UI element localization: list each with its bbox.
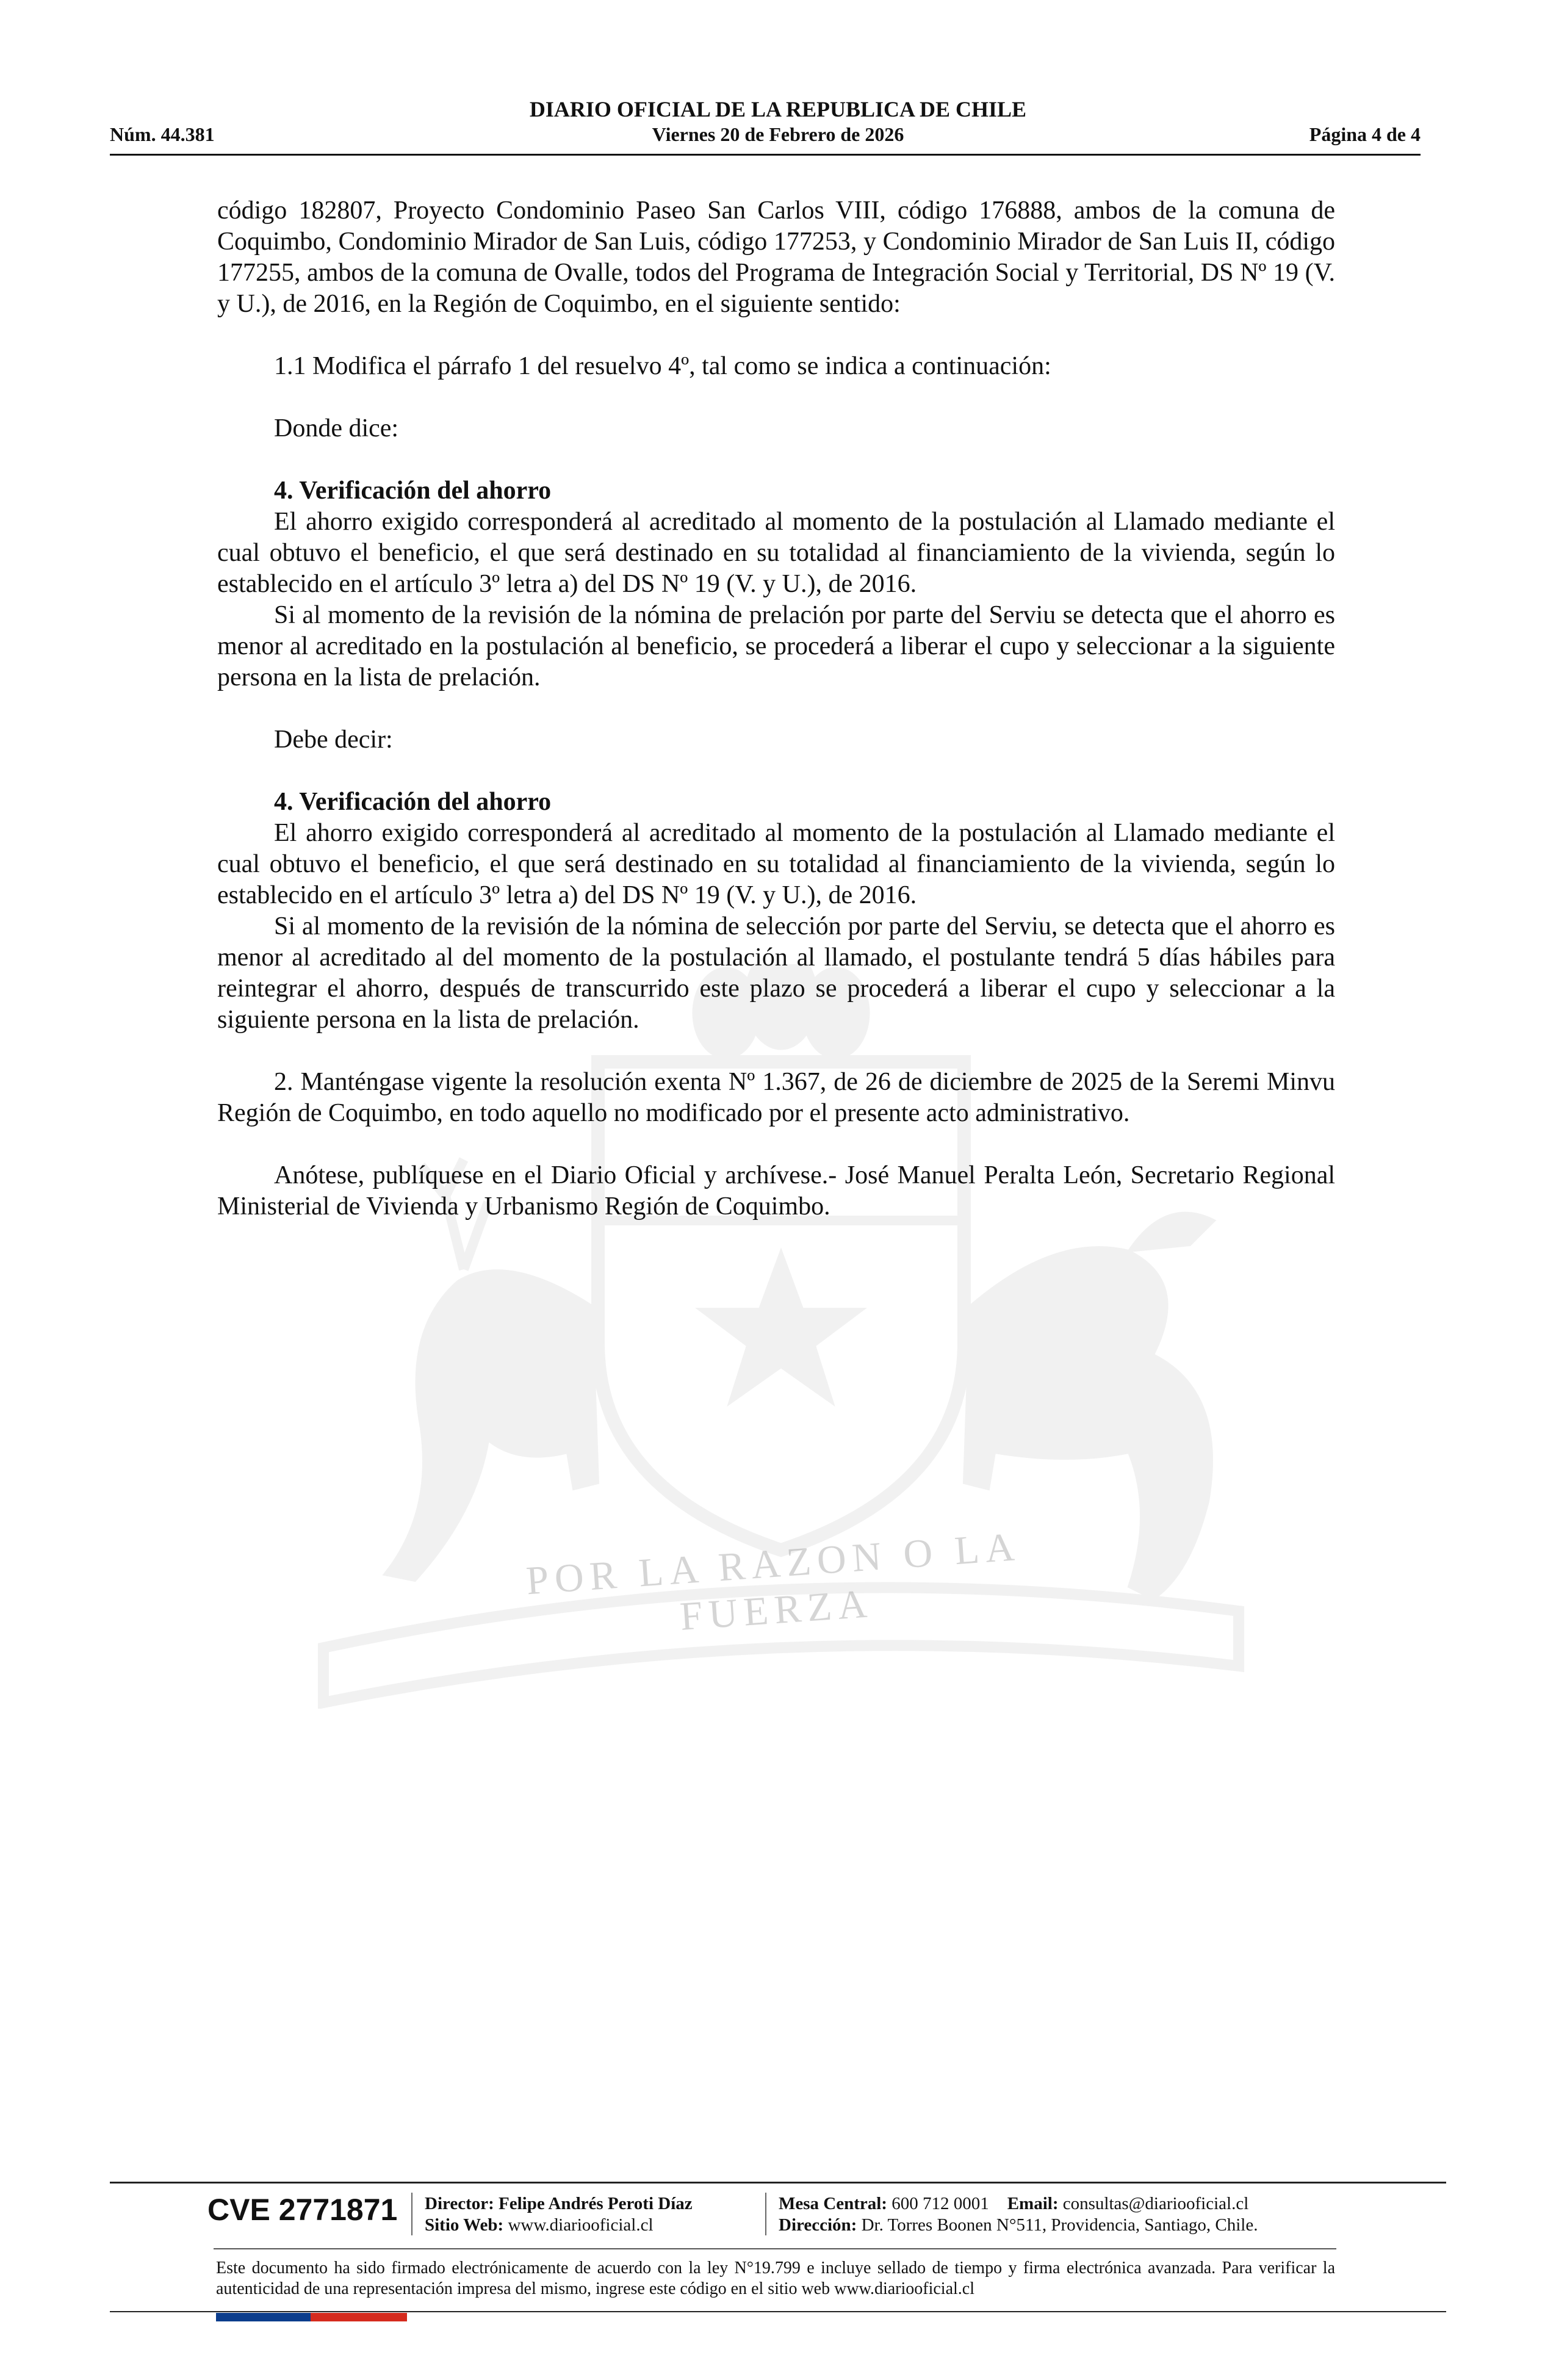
closing-paragraph: Anótese, publíquese en el Diario Oficial y archívese.- José Manuel Peralta León, Secretario Regional Ministerial de Vivienda y Urbanismo Región de Coquimbo. <box>217 1161 1335 1221</box>
phone-label: Mesa Central: <box>779 2194 887 2213</box>
email-address[interactable]: consultas@diariooficial.cl <box>1062 2194 1249 2213</box>
footer-divider-top <box>110 2182 1446 2183</box>
phone-number: 600 712 0001 <box>891 2194 989 2213</box>
cve-code: CVE 2771871 <box>207 2193 398 2227</box>
donde-dice-label: Donde dice: <box>274 414 399 442</box>
flag-stripe-blue <box>216 2313 311 2321</box>
director-label: Director: <box>425 2194 494 2213</box>
old-paragraph-2: Si al momento de la revisión de la nómina de prelación por parte del Serviu se detecta que el ahorro es menor al acreditado en la postulación al beneficio, se procederá a liberar el cupo y seleccionar a la siguiente persona en la lista de prelación. <box>217 601 1335 691</box>
footer-director-block <box>425 2193 693 2236</box>
item-2: 2. Manténgase vigente la resolución exenta Nº 1.367, de 26 de diciembre de 2025 de la Seremi Minvu Región de Coquimbo, en todo aquello no modificado por el presente acto administrativo. <box>217 1068 1335 1127</box>
new-paragraph-1: El ahorro exigido corresponderá al acreditado al momento de la postulación al Llamado mediante el cual obtuvo el beneficio, el que será destinado en su totalidad al financiamiento de la vivienda, según lo establecido en el artículo 3º letra a) del DS Nº 19 (V. y U.), de 2016. <box>217 819 1335 909</box>
footer-contact-block <box>779 2193 1258 2236</box>
flag-stripe-red <box>311 2313 407 2321</box>
document-body <box>217 195 1335 1222</box>
issue-number: Núm. 44.381 <box>110 123 215 145</box>
debe-decir-label: Debe decir: <box>274 726 393 754</box>
section-heading-new: 4. Verificación del ahorro <box>274 788 552 816</box>
address-label: Dirección: <box>779 2215 857 2235</box>
website-label: Sitio Web: <box>425 2215 504 2235</box>
newspaper-title: DIARIO OFICIAL DE LA REPUBLICA DE CHILE <box>529 97 1027 121</box>
page-indicator: Página 4 de 4 <box>1309 123 1421 145</box>
intro-paragraph: código 182807, Proyecto Condominio Paseo San Carlos VIII, código 176888, ambos de la comuna de Coquimbo, Condominio Mirador de San Luis, código 177253, y Condominio Mirador de San Luis II, código 177255, ambos de la comuna de Ovalle, todos del Programa de Integración Social y Territorial, DS Nº 19 (V. y U.), de 2016, en la Región de Coquimbo, en el siguiente sentido: <box>217 197 1335 318</box>
footer-divider-middle <box>214 2248 1336 2249</box>
item-1-1: 1.1 Modifica el párrafo 1 del resuelvo 4º, tal como se indica a continuación: <box>274 352 1051 380</box>
old-paragraph-1: El ahorro exigido corresponderá al acreditado al momento de la postulación al Llamado mediante el cual obtuvo el beneficio, el que será destinado en su totalidad al financiamiento de la vivienda, según lo establecido en el artículo 3º letra a) del DS Nº 19 (V. y U.), de 2016. <box>217 508 1335 598</box>
watermark-motto: POR LA RAZON O LA FUERZA <box>524 1524 1022 1639</box>
address-text: Dr. Torres Boonen N°511, Providencia, Santiago, Chile. <box>861 2215 1258 2235</box>
website-link[interactable]: www.diariooficial.cl <box>508 2215 654 2235</box>
signature-note: Este documento ha sido firmado electrónicamente de acuerdo con la ley N°19.799 e incluye sellado de tiempo y firma electrónica avanzada. Para verificar la autenticidad de una representación impresa del mismo, ingrese este código en el sitio web www.diariooficial.cl <box>216 2259 1335 2298</box>
footer-divider-bottom <box>110 2311 1446 2312</box>
email-label: Email: <box>1007 2194 1059 2213</box>
header-divider <box>110 154 1421 156</box>
new-paragraph-2: Si al momento de la revisión de la nómina de selección por parte del Serviu, se detecta que el ahorro es menor al acreditado al del momento de la postulación al llamado, el postulante tendrá 5 días hábiles para reintegrar el ahorro, después de transcurrido este plazo se procederá a liberar el cupo y seleccionar a la siguiente persona en la lista de prelación. <box>217 912 1335 1034</box>
issue-date: Viernes 20 de Febrero de 2026 <box>652 123 904 145</box>
footer-separator <box>411 2193 412 2235</box>
section-heading-old: 4. Verificación del ahorro <box>274 477 552 505</box>
footer-separator <box>765 2193 766 2235</box>
director-name: Felipe Andrés Peroti Díaz <box>499 2194 693 2213</box>
